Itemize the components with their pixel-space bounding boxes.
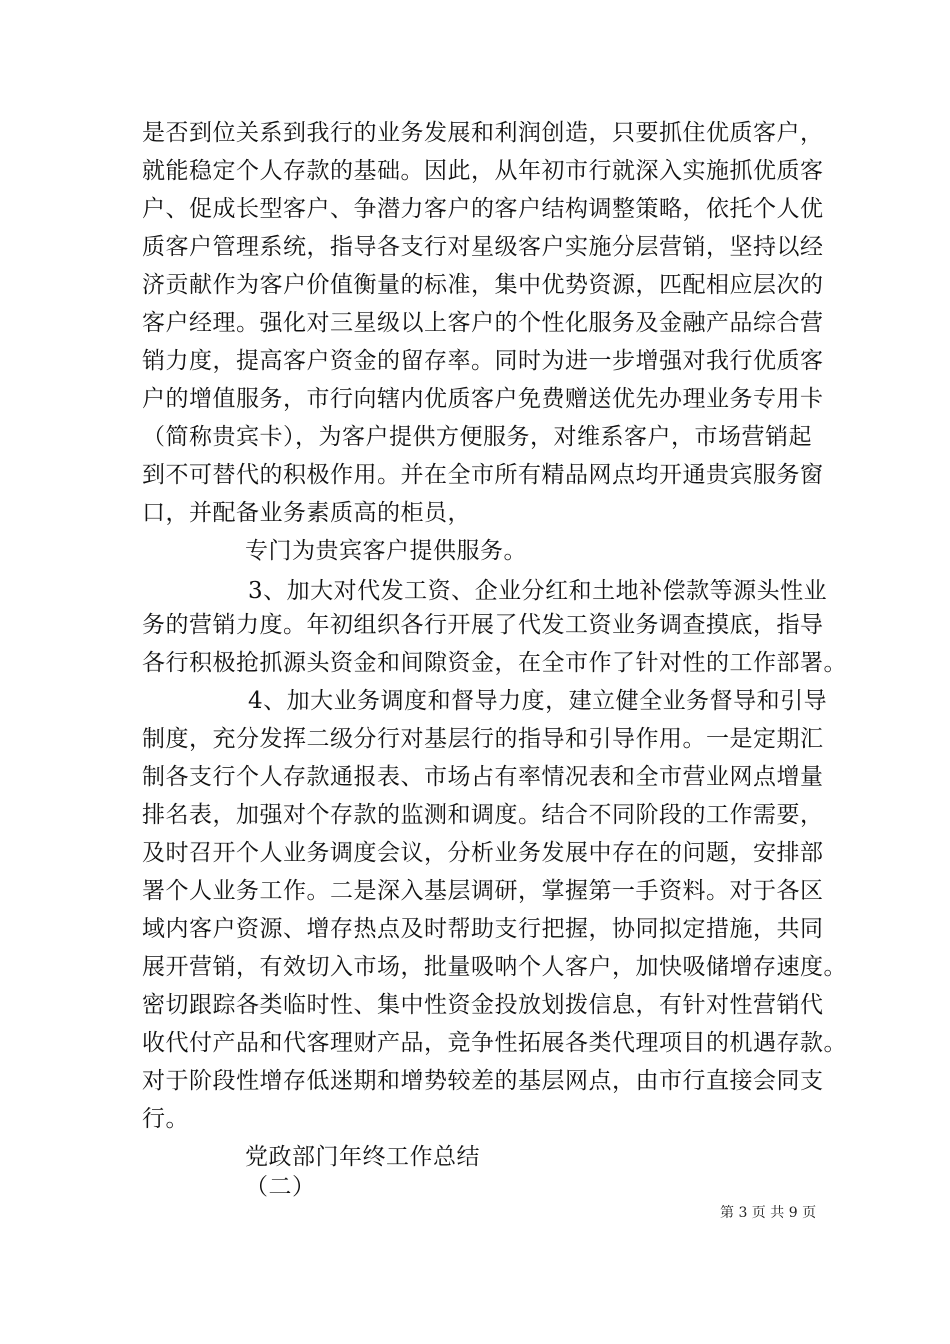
page-number-footer: 第 3 页 共 9 页	[720, 1205, 817, 1221]
text-line-11: 口，并配备业务素质高的柜员，	[142, 500, 471, 526]
text-line-20: 及时召开个人业务调度会议，分析业务发展中存在的问题，安排部	[142, 840, 824, 866]
text-line-17: 制度，充分发挥二级分行对基层行的指导和引导作用。一是定期汇	[142, 726, 824, 752]
text-line-27: 行。	[142, 1106, 189, 1132]
text-line-3: 户、促成长型客户、争潜力客户的客户结构调整策略，依托个人优	[142, 196, 824, 222]
text-line-14: 务的营销力度。年初组织各行开展了代发工资业务调查摸底，指导	[142, 612, 824, 638]
text-line-1: 是否到位关系到我行的业务发展和利润创造，只要抓住优质客户，	[142, 120, 824, 146]
text-line-7: 销力度，提高客户资金的留存率。同时为进一步增强对我行优质客	[142, 348, 824, 374]
text-line-18: 制各支行个人存款通报表、市场占有率情况表和全市营业网点增量	[142, 764, 824, 790]
text-line-26: 对于阶段性增存低迷期和增势较差的基层网点，由市行直接会同支	[142, 1068, 824, 1094]
text-line-4: 质客户管理系统，指导各支行对星级客户实施分层营销，坚持以经	[142, 234, 824, 260]
section-title: 党政部门年终工作总结	[245, 1144, 480, 1170]
text-line-25: 收代付产品和代客理财产品，竞争性拓展各类代理项目的机遇存款。	[142, 1030, 847, 1056]
text-line-2: 就能稳定个人存款的基础。因此，从年初市行就深入实施抓优质客	[142, 158, 824, 184]
text-line-13: 3、加大对代发工资、企业分红和土地补偿款等源头性业	[248, 578, 828, 604]
text-line-9: （简称贵宾卡），为客户提供方便服务，对维系客户，市场营销起	[142, 424, 812, 450]
text-line-19: 排名表，加强对个存款的监测和调度。结合不同阶段的工作需要，	[142, 802, 824, 828]
text-line-5: 济贡献作为客户价值衡量的标准，集中优势资源，匹配相应层次的	[142, 272, 824, 298]
text-line-12: 专门为贵宾客户提供服务。	[245, 538, 527, 564]
text-line-6: 客户经理。强化对三星级以上客户的个性化服务及金融产品综合营	[142, 310, 824, 336]
text-line-23: 展开营销，有效切入市场，批量吸呐个人客户，加快吸储增存速度。	[142, 954, 847, 980]
text-line-24: 密切跟踪各类临时性、集中性资金投放划拨信息，有针对性营销代	[142, 992, 824, 1018]
text-line-16: 4、加大业务调度和督导力度，建立健全业务督导和引导	[248, 688, 828, 714]
text-line-21: 署个人业务工作。二是深入基层调研，掌握第一手资料。对于各区	[142, 878, 824, 904]
text-line-10: 到不可替代的积极作用。并在全市所有精品网点均开通贵宾服务窗	[142, 462, 824, 488]
text-line-15: 各行积极抢抓源头资金和间隙资金，在全市作了针对性的工作部署。	[142, 650, 847, 676]
text-line-22: 域内客户资源、增存热点及时帮助支行把握，协同拟定措施，共同	[142, 916, 824, 942]
text-line-8: 户的增值服务，市行向辖内优质客户免费赠送优先办理业务专用卡	[142, 386, 824, 412]
section-number: （二）	[245, 1174, 316, 1200]
